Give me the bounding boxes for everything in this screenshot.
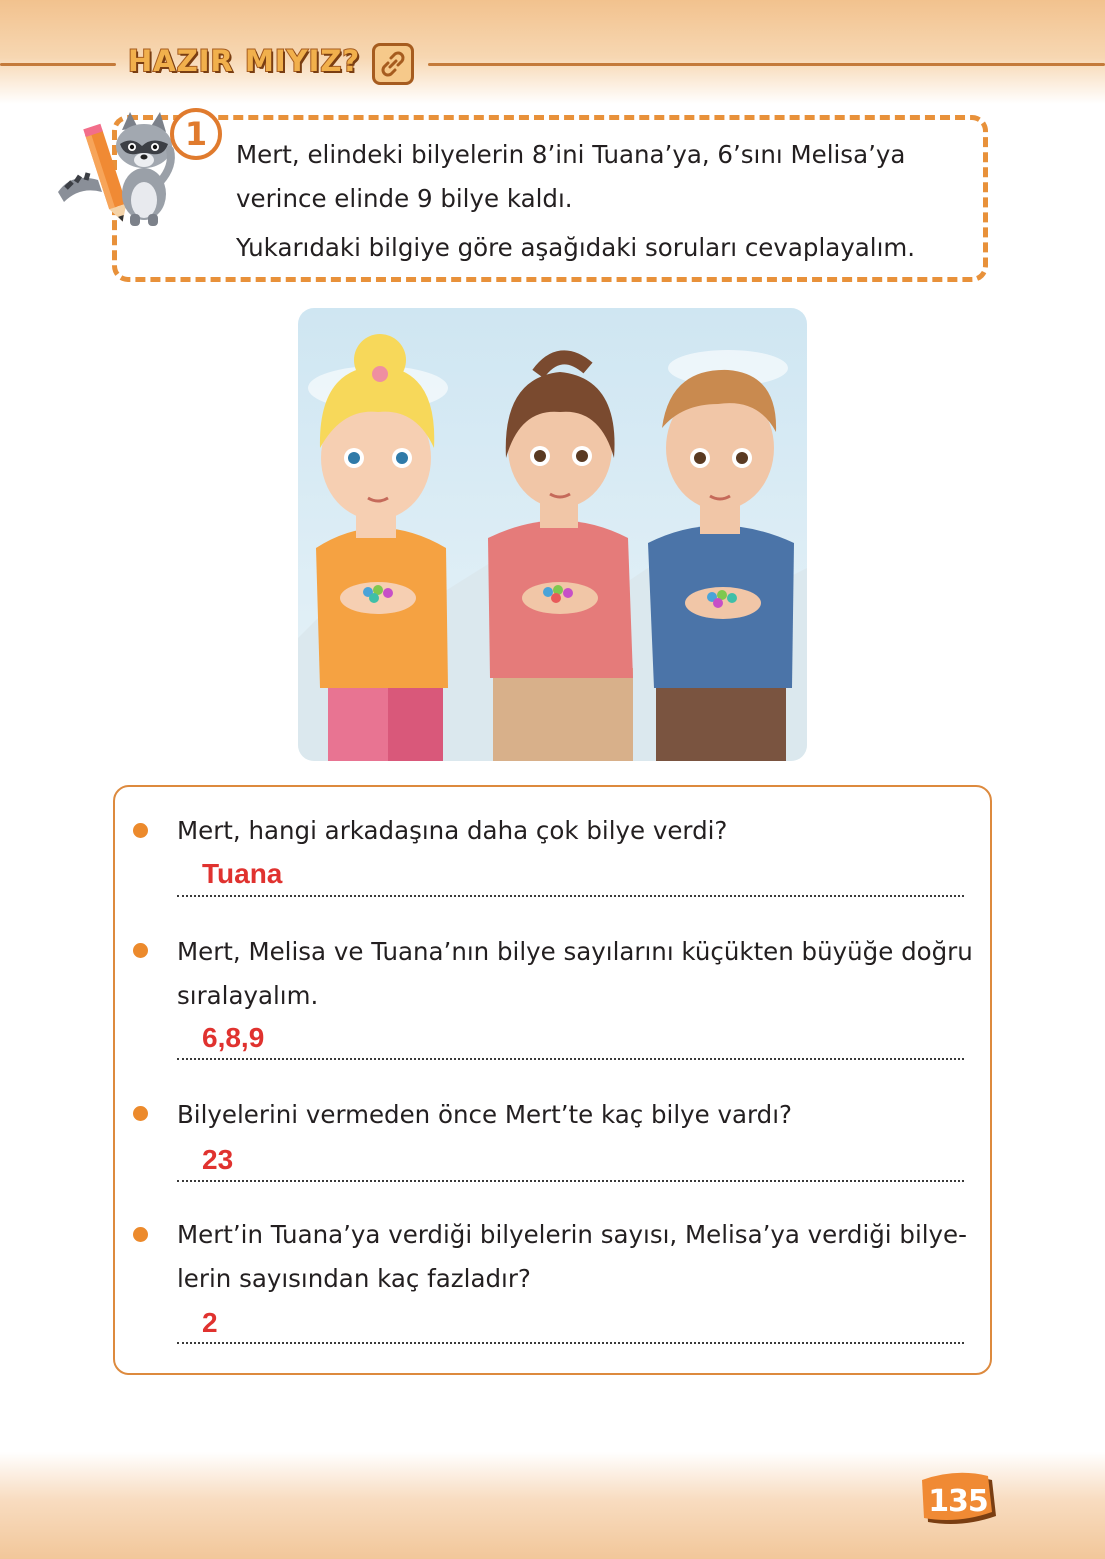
question-2-text-line-2: sıralayalım. — [177, 981, 319, 1010]
answer-3: 23 — [202, 1144, 234, 1175]
question-2-text-line-1: Mert, Melisa ve Tuana’nın bilye sayılarını küçükten büyüğe doğru — [177, 937, 973, 966]
answer-line-3[interactable] — [177, 1180, 964, 1182]
problem-text-line-1: Mert, elindeki bilyelerin 8’ini Tuana’ya, 6’sını Melisa’ya — [236, 140, 906, 169]
bullet-icon — [133, 943, 148, 958]
raccoon-mascot-icon — [52, 110, 182, 228]
bullet-icon — [133, 1227, 148, 1242]
header-divider-right — [428, 63, 1105, 66]
answer-line-1[interactable] — [177, 895, 964, 897]
children-with-marbles-illustration — [298, 308, 807, 761]
page-number: 135 — [928, 1484, 988, 1519]
question-number: 1 — [170, 108, 222, 160]
link-icon — [372, 43, 414, 85]
question-3-text: Bilyelerini vermeden önce Mert’te kaç bilye vardı? — [177, 1100, 793, 1129]
answer-2: 6,8,9 — [202, 1022, 265, 1053]
section-title: HAZIR MIYIZ? — [128, 44, 361, 78]
answer-line-4[interactable] — [177, 1342, 964, 1344]
answer-4: 2 — [202, 1307, 218, 1338]
bullet-icon — [133, 823, 148, 838]
answer-1: Tuana — [202, 858, 283, 889]
question-4-text-line-1: Mert’in Tuana’ya verdiği bilyelerin sayısı, Melisa’ya verdiği bilye- — [177, 1220, 967, 1249]
problem-instruction: Yukarıdaki bilgiye göre aşağıdaki soruları cevaplayalım. — [236, 233, 916, 262]
question-4-text-line-2: lerin sayısından kaç fazladır? — [177, 1264, 531, 1293]
girl-brunette-figure — [488, 357, 633, 761]
bullet-icon — [133, 1106, 148, 1121]
answer-line-2[interactable] — [177, 1058, 964, 1060]
header-divider-left — [0, 63, 116, 66]
question-1-text: Mert, hangi arkadaşına daha çok bilye verdi? — [177, 816, 728, 845]
problem-text-line-2: verince elinde 9 bilye kaldı. — [236, 184, 573, 213]
